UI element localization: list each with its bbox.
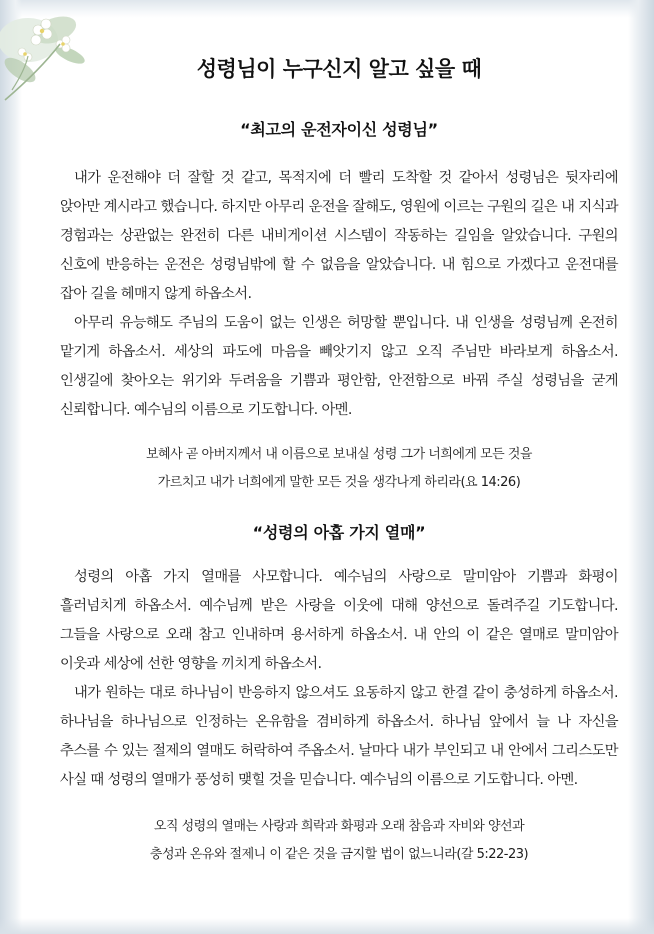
page-border-right: [628, 0, 654, 934]
page-border-left: [0, 0, 22, 934]
page-border-bottom: [0, 918, 654, 934]
section-2-paragraph-2: 내가 원하는 대로 하나님이 반응하지 않으셔도 요동하지 않고 한결 같이 충성하게 하옵소서. 하나님을 하나님으로 인정하는 온유함을 겸비하게 하옵소서. 하나님 앞에서 늘 나 자신을 추스를 수 있는 절제의 열매도 허락하여 주옵소서. 날마다 내가 부인되고 내 안에서 그리스도만 사실 때 성령의 열매가 풍성히 맺힐 것을 믿습니다. 예수님의 이름으로 기도합니다. 아멘.: [60, 685, 618, 788]
verse-line: 충성과 온유와 절제니 이 같은 것을 금지할 법이 없느니라(갈 5:22-23): [149, 847, 529, 862]
section-1-paragraph-2: 아무리 유능해도 주님의 도움이 없는 인생은 허망할 뿐입니다. 내 인생을 성령님께 온전히 맡기게 하옵소서. 세상의 파도에 마음을 빼앗기지 않고 오직 주님만 바라보게 하옵소서. 인생길에 찾아오는 위기와 두려움을 기쁨과 평안함, 안전함으로 바꿔 주실 성령님을 굳게 신뢰합니다. 예수님의 이름으로 기도합니다. 아멘.: [60, 315, 618, 418]
verse-line: 오직 성령의 열매는 사랑과 희락과 화평과 오래 참음과 자비와 양선과: [153, 819, 525, 834]
verse-line: 가르치고 내가 너희에게 말한 모든 것을 생각나게 하리라(요 14:26): [157, 475, 521, 490]
verse-line: 보혜사 곧 아버지께서 내 이름으로 보내실 성령 그가 너희에게 모든 것을: [145, 447, 532, 462]
section-2-verse: [60, 813, 618, 869]
section-1-heading: “최고의 운전자이신 성령님”: [240, 120, 438, 139]
content-area: [60, 52, 618, 869]
section-1-paragraph-1: 내가 운전해야 더 잘할 것 같고, 목적지에 더 빨리 도착할 것 같아서 성령님은 뒷자리에 앉아만 계시라고 했습니다. 하지만 아무리 운전을 잘해도, 영원에 이르는 구원의 길은 내 지식과 경험과는 상관없는 완전히 다른 내비게이션 시스템이 작동하는 길임을 알았습니다. 구원의 신호에 반응하는 운전은 성령님밖에 할 수 없음을 알았습니다. 내 힘으로 가겠다고 운전대를 잡아 길을 헤매지 않게 하옵소서.: [60, 170, 618, 302]
page-title: 성령님이 누구신지 알고 싶을 때: [196, 57, 482, 81]
section-1-verse: [60, 441, 618, 497]
section-2-paragraph-1: 성령의 아홉 가지 열매를 사모합니다. 예수님의 사랑으로 말미암아 기쁨과 화평이 흘러넘치게 하옵소서. 예수님께 받은 사랑을 이웃에 대해 양선으로 돌려주길 기도합니다. 그들을 사랑으로 오래 참고 인내하며 용서하게 하옵소서. 내 안의 이 같은 열매로 말미암아 이웃과 세상에 선한 영향을 끼치게 하옵소서.: [60, 569, 618, 672]
section-2-heading: “성령의 아홉 가지 열매”: [252, 523, 426, 542]
